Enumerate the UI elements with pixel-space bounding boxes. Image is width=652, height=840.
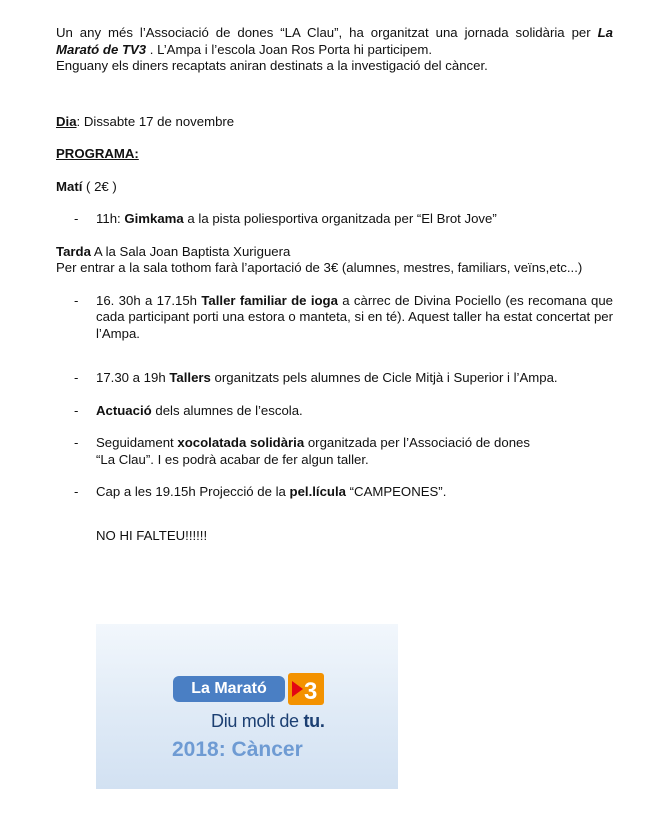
tarda-heading: [56, 244, 613, 261]
list-item: [56, 435, 613, 468]
item-bold: Tallers: [169, 370, 211, 385]
slogan-text: Diu molt de: [211, 711, 304, 731]
marato-slogan: [211, 710, 325, 732]
list-dash: -: [74, 435, 79, 450]
document-body: [56, 25, 613, 544]
item-text: dels alumnes de l’escola.: [151, 402, 303, 418]
item-bold: Taller familiar de ioga: [201, 292, 338, 308]
marato-year: 2018: Càncer: [172, 738, 303, 761]
item-bold: pel.lícula: [289, 484, 346, 499]
list-item: [56, 370, 613, 387]
item-text: “CAMPEONES”.: [345, 484, 447, 499]
programa-heading: PROGRAMA:: [56, 146, 139, 161]
item-bold: Actuació: [96, 402, 152, 418]
date-value: : Dissabte 17 de novembre: [76, 113, 235, 129]
item-text: organitzats pels alumnes de Cicle Mitjà i Superior i l’Ampa.: [210, 370, 558, 385]
item-time: 16. 30h a 17.15h: [96, 292, 202, 308]
list-dash: -: [74, 402, 79, 418]
svg-text:3: 3: [304, 678, 318, 705]
tarda-title: Tarda: [56, 243, 91, 259]
item-bold: Gimkama: [124, 211, 184, 226]
intro-text: Un any més l’Associació de dones “LA Clau”, ha organitzat una jornada solidària per: [56, 25, 598, 40]
marato-badge: La Marató: [173, 676, 285, 702]
item-text-line2: “La Clau”. I es podrà acabar de fer algun taller.: [96, 451, 369, 467]
list-item: [56, 403, 613, 420]
tv3-logo-icon: [288, 673, 324, 705]
tarda-note: Per entrar a la sala tothom farà l’aportació de 3€ (alumnes, mestres, familiars, veïns,etc...): [56, 260, 583, 275]
item-time: Cap a les 19.15h Projecció de la: [96, 484, 290, 499]
mati-title: Matí: [56, 178, 83, 194]
list-dash: -: [74, 370, 79, 385]
event-date: [56, 114, 613, 131]
intro-text-cont: . L’Ampa i l’escola Joan Ros Porta hi participem.: [146, 41, 433, 57]
item-bold: xocolatada solidària: [177, 435, 305, 450]
mati-heading: [56, 179, 613, 196]
list-item: [56, 211, 613, 228]
tarda-place: A la Sala Joan Baptista Xuriguera: [90, 243, 291, 259]
closing-text: NO HI FALTEU!!!!!!: [96, 527, 208, 543]
marato-banner: [96, 624, 398, 789]
date-label: Dia: [56, 113, 77, 129]
list-item: [56, 484, 613, 501]
list-dash: -: [74, 292, 79, 308]
item-text: a la pista poliesportiva organitzada per “El Brot Jove”: [183, 211, 497, 226]
item-text: a càrrec de Divina Pociello (es recomana que cada participant porti una estora o manteta, si en té). Aquest taller ha estat concertat per l’Ampa.: [96, 292, 613, 341]
item-time: 17.30 a 19h: [96, 370, 170, 385]
list-dash: -: [74, 484, 79, 499]
intro-destination: Enguany els diners recaptats aniran destinats a la investigació del càncer.: [56, 58, 488, 73]
list-item: [56, 293, 613, 343]
list-dash: -: [74, 211, 79, 226]
marato-name: La Marató de TV3: [56, 25, 613, 57]
item-time: 11h:: [96, 211, 125, 226]
mati-price: ( 2€ ): [82, 178, 117, 194]
item-text: organitzada per l’Associació de dones: [304, 435, 530, 450]
item-time: Seguidament: [96, 435, 178, 450]
slogan-tu: tu.: [303, 711, 325, 731]
intro-paragraph: [56, 25, 613, 75]
